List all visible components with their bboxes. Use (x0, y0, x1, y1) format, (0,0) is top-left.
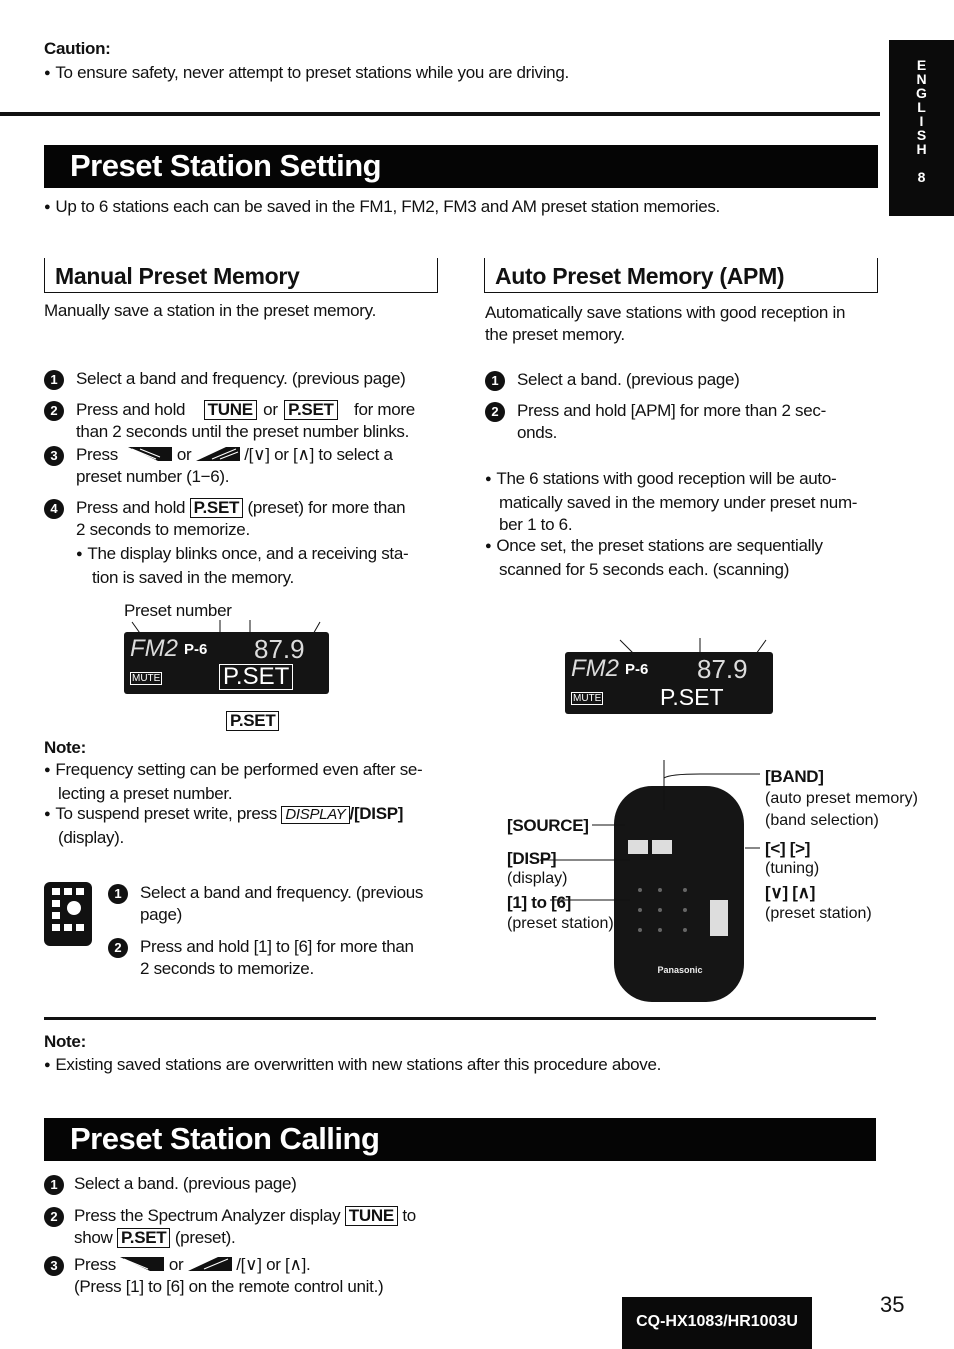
tab-letter: S (916, 127, 927, 143)
lcd-band: FM2 (571, 655, 619, 682)
pset-key: P.SET (284, 400, 337, 420)
text: Press (74, 1255, 116, 1274)
remote-disp-desc: (display) (507, 870, 568, 887)
remote-band-label: [BAND] (765, 767, 824, 786)
remote-tune-label: [<] [>] (765, 839, 811, 858)
remote-updown-desc: (preset station) (765, 905, 872, 922)
text: (preset). (174, 1228, 236, 1247)
lcd-display-manual (124, 632, 329, 694)
up-button-icon (196, 447, 240, 461)
manual-title: Manual Preset Memory (55, 263, 300, 289)
text: (preset) for more than (247, 498, 406, 517)
manual-step-1: Select a band and frequency. (previous page) (76, 369, 406, 388)
language-letters (889, 40, 954, 156)
page-number: 35 (880, 1292, 905, 1317)
remote-step-2 (140, 936, 414, 980)
text: Press and hold [1] to [6] for more than (140, 937, 414, 956)
text: ● The 6 stations with good reception will be auto- (485, 469, 836, 488)
remote-nums-label: [1] to [6] (507, 893, 572, 912)
tab-letter: I (919, 113, 924, 129)
text: /[∨] or [∧]. (236, 1255, 311, 1274)
lcd-frequency: 87.9 (697, 654, 748, 684)
setting-intro: ● Up to 6 stations each can be saved in the FM1, FM2, FM3 and AM preset station memories. (44, 196, 720, 220)
text: /[∨] or [∧] to select a (244, 445, 393, 464)
lcd-preset: P-6 (625, 661, 649, 678)
text: ● Frequency setting can be performed even after se- (44, 760, 422, 779)
manual-note-1 (44, 759, 444, 805)
manual-step-4-note (76, 543, 408, 589)
text: the preset memory. (485, 325, 625, 344)
remote-control-icon (44, 882, 92, 946)
text: 2 seconds to memorize. (76, 520, 250, 539)
text: lecting a preset number. (58, 784, 233, 803)
text: for more (354, 400, 415, 419)
text: Press and hold [APM] for more than 2 sec- (517, 401, 826, 420)
auto-title: Auto Preset Memory (APM) (495, 263, 785, 289)
text: Press the Spectrum Analyzer display (74, 1206, 341, 1225)
text: Select a band and frequency. (previous (140, 883, 424, 902)
text: (band selection) (765, 812, 879, 829)
section-banner-setting: Preset Station Setting (44, 145, 878, 188)
model-number: CQ-HX1083/HR1003U (622, 1297, 812, 1349)
auto-step-2-icon: 2 (485, 402, 505, 422)
lcd-preset: P-6 (184, 641, 208, 658)
caution-title: Caution: (44, 39, 111, 58)
text: or (263, 400, 278, 419)
text: matically saved in the memory under preset num- (499, 493, 858, 512)
text: Automatically save stations with good reception in (485, 303, 846, 322)
auto-step-2 (517, 400, 826, 444)
manual-note-2 (44, 803, 444, 849)
text: Press (76, 445, 118, 464)
text: onds. (517, 423, 558, 442)
step-4-icon: 4 (44, 499, 64, 519)
tab-letter: H (916, 141, 927, 157)
remote-step-1 (140, 882, 423, 926)
auto-title-box (484, 258, 878, 293)
lcd-band: FM2 (130, 635, 178, 662)
remote-tune-desc: (tuning) (765, 860, 820, 877)
lcd-mute: MUTE (573, 693, 602, 704)
text: Press and hold (76, 498, 186, 517)
lcd-pset: P.SET (660, 684, 724, 710)
pset-key: P.SET (190, 498, 243, 518)
calling-step-3-icon: 3 (44, 1256, 64, 1276)
lcd-display-auto (565, 652, 773, 714)
tab-letter: L (917, 99, 926, 115)
callout-pset-key (226, 710, 279, 732)
caution-text: ● To ensure safety, never attempt to preset stations while you are driving. (44, 62, 569, 86)
calling-step-3 (74, 1254, 454, 1298)
text: /[DISP] (349, 804, 404, 823)
text: ● Once set, the preset stations are sequentially (485, 536, 823, 555)
text: tion is saved in the memory. (92, 568, 294, 587)
remote-nums-desc: (preset station) (507, 915, 614, 932)
manual-desc: Manually save a station in the preset memory. (44, 301, 377, 320)
text: or (168, 1255, 184, 1274)
tab-letter: E (916, 57, 927, 73)
text: than 2 seconds until the preset number blinks. (76, 422, 410, 441)
calling-step-1-icon: 1 (44, 1175, 64, 1195)
top-rule (0, 112, 880, 116)
auto-bullet-2 (485, 535, 880, 581)
text: (auto preset memory) (765, 790, 918, 807)
tune-key: TUNE (345, 1206, 398, 1226)
remote-source-label: [SOURCE] (507, 816, 589, 835)
calling-step-2-icon: 2 (44, 1207, 64, 1227)
manual-title-box (44, 258, 438, 293)
pset-key: P.SET (117, 1228, 170, 1248)
calling-step-2 (74, 1205, 454, 1249)
text: ● The display blinks once, and a receiving sta- (76, 544, 408, 563)
text: ● To suspend preset write, press (44, 804, 277, 823)
remote-step-2-icon: 2 (108, 938, 128, 958)
text: show (74, 1228, 113, 1247)
tune-key: TUNE (204, 400, 257, 420)
language-tab (889, 40, 954, 216)
remote-brand: Panasonic (657, 965, 703, 975)
step-3-icon: 3 (44, 446, 64, 466)
step-1-icon: 1 (44, 370, 64, 390)
remote-band-desc (765, 788, 918, 832)
lcd-mute: MUTE (132, 673, 161, 684)
text: Press and hold (76, 400, 186, 419)
note-title-manual: Note: (44, 738, 86, 757)
tab-letter: G (916, 85, 927, 101)
text: to (402, 1206, 416, 1225)
remote-step-1-icon: 1 (108, 884, 128, 904)
section-divider (44, 1017, 876, 1020)
auto-bullet-1 (485, 468, 880, 536)
text: scanned for 5 seconds each. (scanning) (499, 560, 790, 579)
down-button-icon (128, 447, 172, 461)
lcd-frequency: 87.9 (254, 634, 305, 664)
note-title: Note: (44, 1032, 86, 1051)
preset-number-label: Preset number (124, 601, 232, 620)
text: preset number (1−6). (76, 467, 230, 486)
manual-step-4 (76, 497, 441, 541)
auto-step-1: Select a band. (previous page) (517, 370, 740, 389)
remote-disp-label: [DISP] (507, 849, 557, 868)
tab-page-number: 8 (917, 169, 926, 185)
text: (display). (58, 828, 124, 847)
manual-step-3 (76, 444, 441, 488)
auto-step-1-icon: 1 (485, 371, 505, 391)
text: ber 1 to 6. (499, 515, 573, 534)
manual-step-2 (76, 399, 441, 443)
remote-updown-label: [∨] [∧] (765, 883, 816, 902)
section-banner-calling: Preset Station Calling (44, 1118, 876, 1161)
up-button-icon (188, 1257, 232, 1271)
note-text: ● Existing saved stations are overwritten with new stations after this procedure above. (44, 1054, 661, 1078)
display-key: DISPLAY (281, 806, 349, 824)
down-button-icon (120, 1257, 164, 1271)
text: (Press [1] to [6] on the remote control unit.) (74, 1277, 384, 1296)
text: or (176, 445, 192, 464)
lcd-pset: P.SET (219, 664, 293, 690)
pset-key: P.SET (226, 711, 279, 731)
text: 2 seconds to memorize. (140, 959, 314, 978)
text: page) (140, 905, 182, 924)
tab-letter: N (916, 71, 927, 87)
step-2-icon: 2 (44, 401, 64, 421)
calling-step-1: Select a band. (previous page) (74, 1174, 297, 1193)
auto-desc (485, 302, 845, 346)
